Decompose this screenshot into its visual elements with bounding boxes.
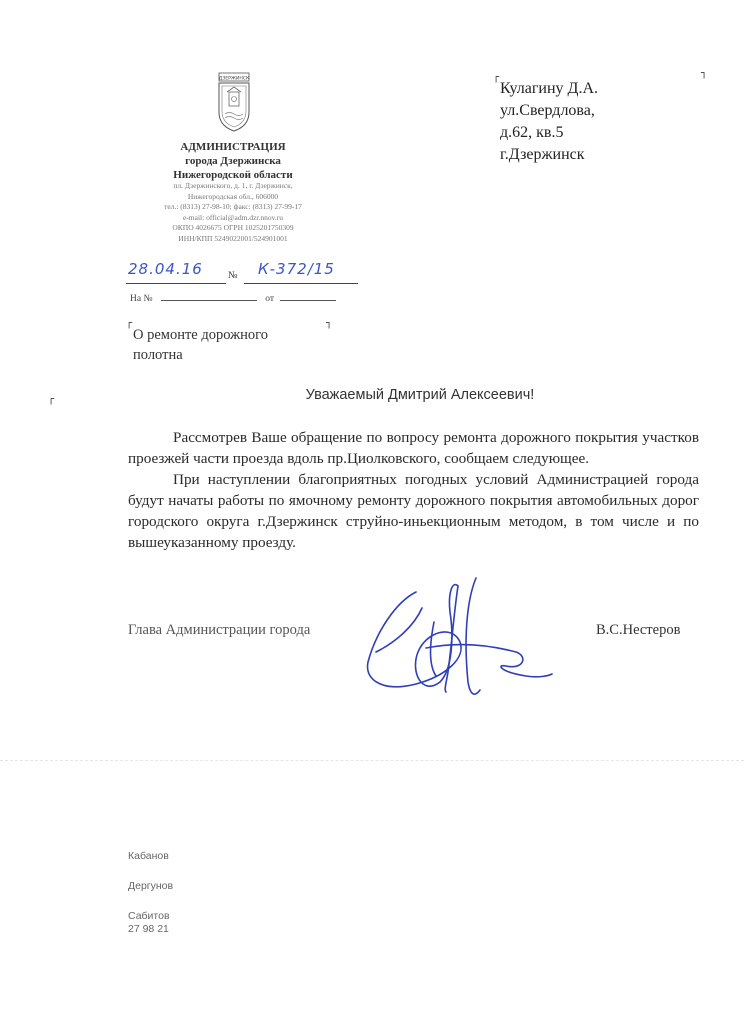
subject-line: полотна [133, 347, 183, 363]
details-line: пл. Дзержинского, д. 1, г. Дзержинск, [173, 181, 293, 190]
addressee-line: д.62, кв.5 [500, 124, 564, 141]
subject-corner-right: ┐ [326, 318, 333, 329]
reference-label: На № [130, 294, 153, 304]
corner-mark-top-left: ┌ [493, 72, 500, 83]
details-line: ОКПО 4026675 ОГРН 1025201750309 [172, 223, 294, 233]
details-line: тел.: (8313) 27-98-10; факс: (8313) 27-99-17 [164, 202, 302, 212]
executor-name: Сабитов [128, 910, 170, 922]
left-margin-mark: ┌ [48, 394, 55, 405]
executor-phone: 27 98 21 [128, 923, 169, 935]
reference-number-line [161, 300, 257, 301]
greeting: Уважаемый Дмитрий Алексеевич! [305, 387, 535, 403]
addressee-line: ул.Свердлова, [500, 102, 595, 119]
details-line: ИНН/КПП 5249022001/524901001 [178, 233, 288, 243]
details-line: Нижегородская обл., 606000 [187, 191, 279, 201]
reference-date-line [280, 300, 336, 301]
signatory-name: В.С.Нестеров [596, 622, 681, 638]
executor-name: Кабанов [128, 850, 169, 862]
reference-from-label: от [265, 294, 275, 304]
subject-line: О ремонте дорожного [133, 327, 268, 343]
executor-name: Дергунов [128, 880, 174, 892]
details-line: e-mail: official@adm.dzr.nnov.ru [182, 212, 283, 222]
reference-row [130, 294, 336, 304]
corner-mark-top-right: ┐ [701, 68, 708, 79]
letter-body [128, 427, 699, 553]
subject-corner-left: ┌ [126, 318, 133, 329]
body-paragraph: Рассмотрев Ваше обращение по вопросу ремонта дорожного покрытия участков проезжей части проезда вдоль пр.Циолковского, сообщаем следующее. [128, 429, 699, 467]
fold-line [0, 760, 744, 761]
organization-details [130, 181, 336, 245]
emblem-caption: ДЗЕРЖИНСК [218, 76, 250, 82]
handwritten-number: К-372/15 [258, 260, 335, 278]
body-paragraph: При наступлении благоприятных погодных условий Администрацией города будут начаты работы по ямочному ремонту дорожного покрытия автомобильных дорог городского округа г.Дзержинск струйно-иньекционным методом, в том числе и по вышеуказанному проезду. [128, 471, 699, 551]
org-line: Нижегородской области [173, 169, 293, 181]
number-sign: № [228, 270, 238, 281]
signatory-title: Глава Администрации города [128, 622, 311, 638]
handwritten-signature [356, 572, 554, 704]
coat-of-arms-icon [217, 72, 251, 134]
number-underline [244, 283, 358, 284]
handwritten-date: 28.04.16 [128, 260, 203, 278]
subject [133, 325, 268, 365]
date-underline [126, 283, 226, 284]
org-line: АДМИНИСТРАЦИЯ [180, 141, 286, 153]
org-line: города Дзержинска [185, 155, 281, 167]
addressee-block [500, 78, 598, 166]
addressee-line: Кулагину Д.А. [500, 80, 599, 97]
addressee-line: г.Дзержинск [500, 146, 585, 163]
organization-name [140, 140, 326, 182]
